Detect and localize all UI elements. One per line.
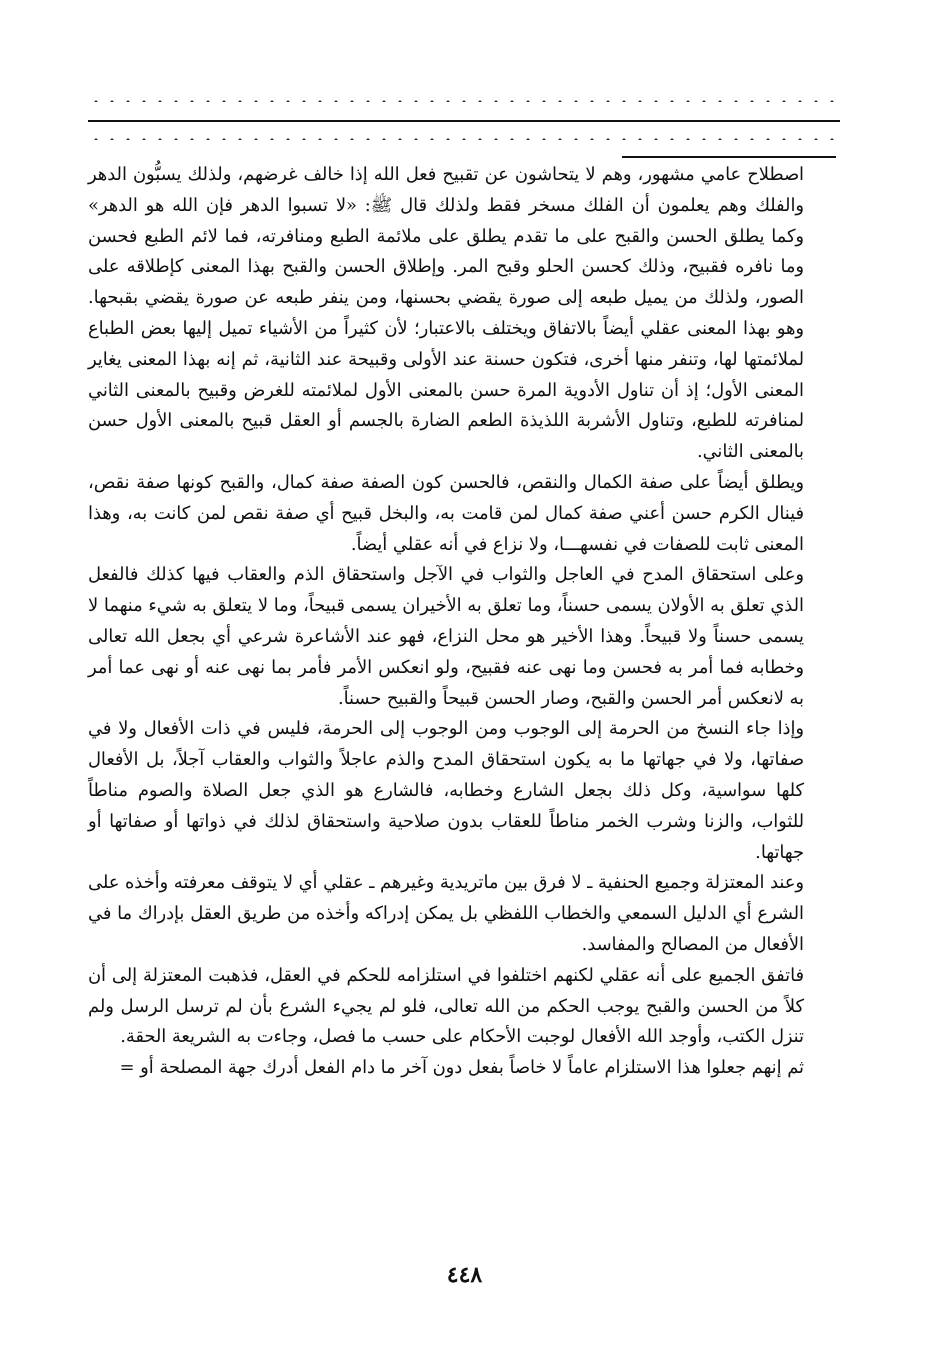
paragraph-3: وعلى استحقاق المدح في العاجل والثواب في الآجل واستحقاق الذم والعقاب فيها كذلك فالفعل الذي تعلق به الأولان يسمى حسناً، وما تعلق به الأخيران يسمى قبيحاً، وما لا يتعلق به شيء منهما لا يسمى حسناً ولا قبيحاً. وهذا الأخير هو محل النزاع، فهو عند الأشاعرة شرعي أي بجعل الله تعالى وخطابه فما أمر به فحسن وما نهى عنه فقبيح، ولو انعكس الأمر فأمر بما نهى عنه أو نهى عما أمر به لانعكس أمر الحسن والقبح، وصار الحسن قبيحاً والقبيح حسناً. (88, 564, 804, 709)
page-number: ٤٤٨ (446, 1262, 483, 1288)
paragraph-4: وإذا جاء النسخ من الحرمة إلى الوجوب ومن الوجوب إلى الحرمة، فليس في ذات الأفعال ولا في صفاتها، ولا في جهاتها ما به يكون استحقاق المدح والذم عاجلاً والثواب والعقاب آجلاً، بل الأفعال كلها سواسية، وكل ذلك بجعل الشارع وخطابه، فالشارع هو الذي جعل الصلاة والصوم مناطاً للثواب، والزنا وشرب الخمر مناطاً للعقاب بدون صلاحية واستحقاق لذلك في ذواتها أو صفاتها أو جهاتها. (88, 718, 804, 863)
top-solid-rule (88, 120, 840, 122)
paragraph-2: ويطلق أيضاً على صفة الكمال والنقص، فالحسن كون الصفة صفة كمال، والقبح كونها صفة نقص، فينال الكرم حسن أعني صفة كمال لمن قامت به، والبخل قبيح أي صفة نقص لمن كانت به، وهذا المعنى ثابت للصفات في نفسهـــا، ولا نزاع في أنه عقلي أيضاً. (88, 471, 804, 555)
second-dotted-rule (88, 138, 838, 140)
paragraph-5: وعند المعتزلة وجميع الحنفية ـ لا فرق بين ماتريدية وغيرهم ـ عقلي أي لا يتوقف معرفته وأخذه على الشرع أي الدليل السمعي والخطاب اللفظي بل يمكن إدراكه وأخذه من طريق العقل بإدراك ما في الأفعال من المصالح والمفاسد. (88, 872, 804, 955)
footnote-separator-rule (622, 156, 836, 158)
paragraph-1: اصطلاح عامي مشهور، وهم لا يتحاشون عن تقبيح فعل الله إذا خالف غرضهم، ولذلك يسبُّون الدهر والفلك وهم يعلمون أن الفلك مسخر فقط ولذلك قال ﷺ: «لا تسبوا الدهر فإن الله هو الدهر» وكما يطلق الحسن والقبح على ما تقدم يطلق على ملائمة الطبع ومنافرته، فما لائم الطبع فحسن وما نافره فقبيح، وذلك كحسن الحلو وقبح المر. وإطلاق الحسن والقبح بهذا المعنى كإطلاقه على الصور، ولذلك من يميل طبعه إلى صورة يقضي بحسنها، ومن ينفر طبعه عن صورة يقضي بقبحها. وهو بهذا المعنى عقلي أيضاً بالاتفاق ويختلف بالاعتبار؛ لأن كثيراً من الأشياء تميل إليها بعض الطباع لملائمتها لها، وتنفر منها أخرى، فتكون حسنة عند الأولى وقبيحة عند الثانية، ثم إنه بهذا المعنى يغاير المعنى الأول؛ إذ أن تناول الأدوية المرة حسن بالمعنى الأول لملائمته للغرض وقبيح بالمعنى الثاني لمنافرته للطبع، وتناول الأشربة اللذيذة الطعم الضارة بالجسم أو العقل قبيح بالمعنى الأول حسن بالمعنى الثاني. (88, 164, 804, 463)
paragraph-6: فاتفق الجميع على أنه عقلي لكنهم اختلفوا في استلزامه للحكم في العقل، فذهبت المعتزلة إلى أن كلاً من الحسن والقبح يوجب الحكم من الله تعالى، فلو لم يجيء الشرع بأن لم ترسل الرسل ولم تنزل الكتب، وأوجد الله الأفعال لوجبت الأحكام على حسب ما فصل، وجاءت به الشريعة الحقة. (88, 964, 804, 1048)
paragraph-7: ثم إنهم جعلوا هذا الاستلزام عاماً لا خاصاً بفعل دون آخر ما دام الفعل أدرك جهة المصلحة أو = (119, 1057, 804, 1079)
top-dotted-rule (88, 100, 838, 102)
footnote-text-block (88, 160, 804, 1084)
